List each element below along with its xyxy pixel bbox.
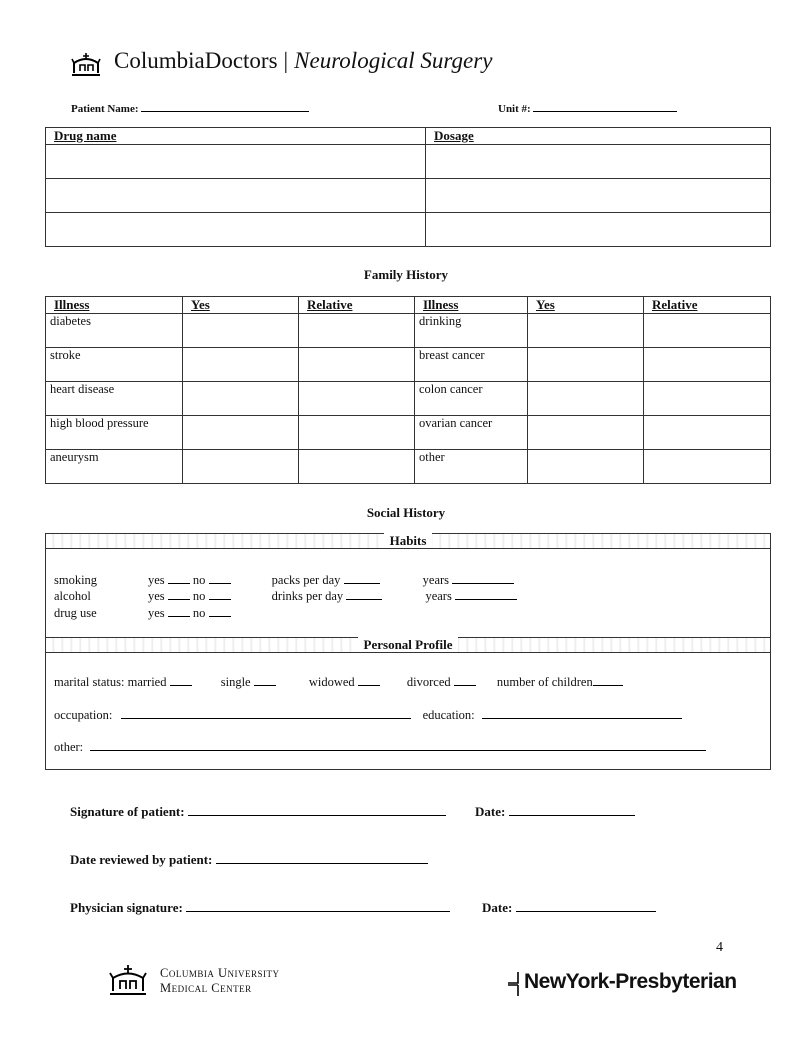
unit-number-field[interactable] xyxy=(498,98,677,115)
illness-header: Illness xyxy=(46,297,183,314)
cumc-line-1: Columbia University xyxy=(160,966,280,980)
medication-row xyxy=(46,179,771,213)
brand-name: ColumbiaDoctors xyxy=(114,48,278,73)
yes-cell[interactable] xyxy=(528,382,644,416)
relative-cell[interactable] xyxy=(299,450,415,484)
education-line[interactable] xyxy=(482,705,682,719)
divorced-line[interactable] xyxy=(454,672,476,686)
education-label: education: xyxy=(422,708,475,722)
yes-label: yes xyxy=(148,589,165,603)
patient-date-line[interactable] xyxy=(509,802,635,816)
yes-cell[interactable] xyxy=(528,450,644,484)
other-row xyxy=(54,737,706,755)
cumc-line-2: Medical Center xyxy=(160,981,252,995)
drinks-per-day-line[interactable] xyxy=(346,586,382,600)
relative-cell[interactable] xyxy=(299,382,415,416)
physician-signature-field[interactable] xyxy=(70,898,450,916)
illness-label: drinking xyxy=(415,314,528,348)
illness-label: high blood pressure xyxy=(46,416,183,450)
date-reviewed-label: Date reviewed by patient: xyxy=(70,852,213,867)
patient-name-field[interactable] xyxy=(71,98,309,115)
marital-status-row xyxy=(54,672,623,690)
habit-name: smoking xyxy=(54,573,98,587)
habit-drug-use xyxy=(54,603,231,621)
occupation-label: occupation: xyxy=(54,708,113,722)
illness-label: diabetes xyxy=(46,314,183,348)
no-label: no xyxy=(192,573,206,587)
yes-cell[interactable] xyxy=(183,416,299,450)
medication-row xyxy=(46,145,771,179)
dosage-cell[interactable] xyxy=(426,179,771,213)
married-line[interactable] xyxy=(170,672,192,686)
yes-cell[interactable] xyxy=(183,382,299,416)
relative-cell[interactable] xyxy=(299,416,415,450)
other-line[interactable] xyxy=(90,737,706,751)
family-history-title: Family History xyxy=(363,267,449,282)
alcohol-no-line[interactable] xyxy=(209,586,231,600)
yes-label: yes xyxy=(148,573,165,587)
years-label: years xyxy=(422,573,450,587)
brand-separator: | xyxy=(283,48,289,73)
physician-signature-label: Physician signature: xyxy=(70,900,183,915)
date-reviewed-field[interactable] xyxy=(70,850,428,868)
marital-status-label: marital status: xyxy=(54,675,125,689)
physician-date-field[interactable] xyxy=(482,898,656,916)
nyp-mark-icon xyxy=(506,970,520,1003)
drug-name-cell[interactable] xyxy=(46,213,426,247)
widowed-line[interactable] xyxy=(358,672,380,686)
unit-number-line[interactable] xyxy=(533,98,677,112)
habit-name: drug use xyxy=(54,606,97,620)
relative-cell[interactable] xyxy=(644,450,771,484)
patient-signature-label: Signature of patient: xyxy=(70,804,185,819)
dosage-header: Dosage xyxy=(426,128,771,145)
crown-logo-icon xyxy=(68,51,104,82)
date-label: Date: xyxy=(475,804,506,819)
number-of-children-label: number of children xyxy=(496,675,593,689)
nyp-wordmark: NewYork-Presbyterian xyxy=(524,970,737,993)
packs-per-day-line[interactable] xyxy=(344,570,380,584)
yes-label: yes xyxy=(148,606,165,620)
department-name: Neurological Surgery xyxy=(294,48,493,73)
family-history-table xyxy=(45,296,771,484)
drug-name-header: Drug name xyxy=(46,128,426,145)
illness-label: ovarian cancer xyxy=(415,416,528,450)
drug-name-cell[interactable] xyxy=(46,179,426,213)
single-label: single xyxy=(220,675,251,689)
smoking-years-line[interactable] xyxy=(452,570,514,584)
yes-cell[interactable] xyxy=(528,416,644,450)
dosage-cell[interactable] xyxy=(426,145,771,179)
alcohol-yes-line[interactable] xyxy=(168,586,190,600)
personal-profile-band xyxy=(46,637,770,653)
relative-cell[interactable] xyxy=(644,416,771,450)
yes-header: Yes xyxy=(183,297,299,314)
illness-label: colon cancer xyxy=(415,382,528,416)
family-history-row xyxy=(46,348,771,382)
brand-title xyxy=(114,48,492,74)
patient-name-line[interactable] xyxy=(141,98,309,112)
dosage-cell[interactable] xyxy=(426,213,771,247)
date-reviewed-line[interactable] xyxy=(216,850,428,864)
relative-cell[interactable] xyxy=(299,348,415,382)
smoking-no-line[interactable] xyxy=(209,570,231,584)
page-number: 4 xyxy=(716,940,723,955)
personal-profile-title: Personal Profile xyxy=(358,637,459,652)
alcohol-years-line[interactable] xyxy=(455,586,517,600)
relative-cell[interactable] xyxy=(644,314,771,348)
number-of-children-line[interactable] xyxy=(593,672,623,686)
medication-table xyxy=(45,127,771,247)
yes-cell[interactable] xyxy=(183,314,299,348)
patient-signature-line[interactable] xyxy=(188,802,446,816)
patient-name-label: Patient Name: xyxy=(71,103,139,115)
widowed-label: widowed xyxy=(308,675,355,689)
smoking-yes-line[interactable] xyxy=(168,570,190,584)
family-history-row xyxy=(46,450,771,484)
relative-header: Relative xyxy=(644,297,771,314)
single-line[interactable] xyxy=(254,672,276,686)
cumc-crown-icon xyxy=(106,964,150,1001)
packs-per-day-label: packs per day xyxy=(271,573,341,587)
patient-date-field[interactable] xyxy=(475,802,635,820)
family-history-row xyxy=(46,416,771,450)
drug-use-yes-line[interactable] xyxy=(168,603,190,617)
married-label: married xyxy=(127,675,167,689)
drug-use-no-line[interactable] xyxy=(209,603,231,617)
relative-header: Relative xyxy=(299,297,415,314)
years-label: years xyxy=(425,589,452,603)
date-label: Date: xyxy=(482,900,513,915)
drinks-per-day-label: drinks per day xyxy=(271,589,344,603)
no-label: no xyxy=(192,606,206,620)
relative-cell[interactable] xyxy=(644,382,771,416)
physician-signature-line[interactable] xyxy=(186,898,450,912)
family-history-row xyxy=(46,382,771,416)
patient-signature-field[interactable] xyxy=(70,802,446,820)
habits-title: Habits xyxy=(384,533,433,548)
yes-cell[interactable] xyxy=(528,348,644,382)
occupation-row xyxy=(54,705,682,723)
illness-label: stroke xyxy=(46,348,183,382)
medication-row xyxy=(46,213,771,247)
social-history-box xyxy=(45,533,771,770)
illness-label: aneurysm xyxy=(46,450,183,484)
divorced-label: divorced xyxy=(406,675,451,689)
illness-label: breast cancer xyxy=(415,348,528,382)
yes-cell[interactable] xyxy=(528,314,644,348)
habits-band xyxy=(46,534,770,549)
other-label: other: xyxy=(54,740,84,754)
unit-label: Unit #: xyxy=(498,103,531,115)
illness-label: other xyxy=(415,450,528,484)
yes-cell[interactable] xyxy=(183,348,299,382)
illness-header: Illness xyxy=(415,297,528,314)
no-label: no xyxy=(192,589,206,603)
relative-cell[interactable] xyxy=(644,348,771,382)
occupation-line[interactable] xyxy=(121,705,411,719)
relative-cell[interactable] xyxy=(299,314,415,348)
habit-alcohol xyxy=(54,586,517,604)
yes-cell[interactable] xyxy=(183,450,299,484)
physician-date-line[interactable] xyxy=(516,898,656,912)
illness-label: heart disease xyxy=(46,382,183,416)
drug-name-cell[interactable] xyxy=(46,145,426,179)
habit-name: alcohol xyxy=(54,589,91,603)
yes-header: Yes xyxy=(528,297,644,314)
cumc-wordmark xyxy=(160,966,279,996)
family-history-row xyxy=(46,314,771,348)
social-history-title: Social History xyxy=(366,505,446,520)
